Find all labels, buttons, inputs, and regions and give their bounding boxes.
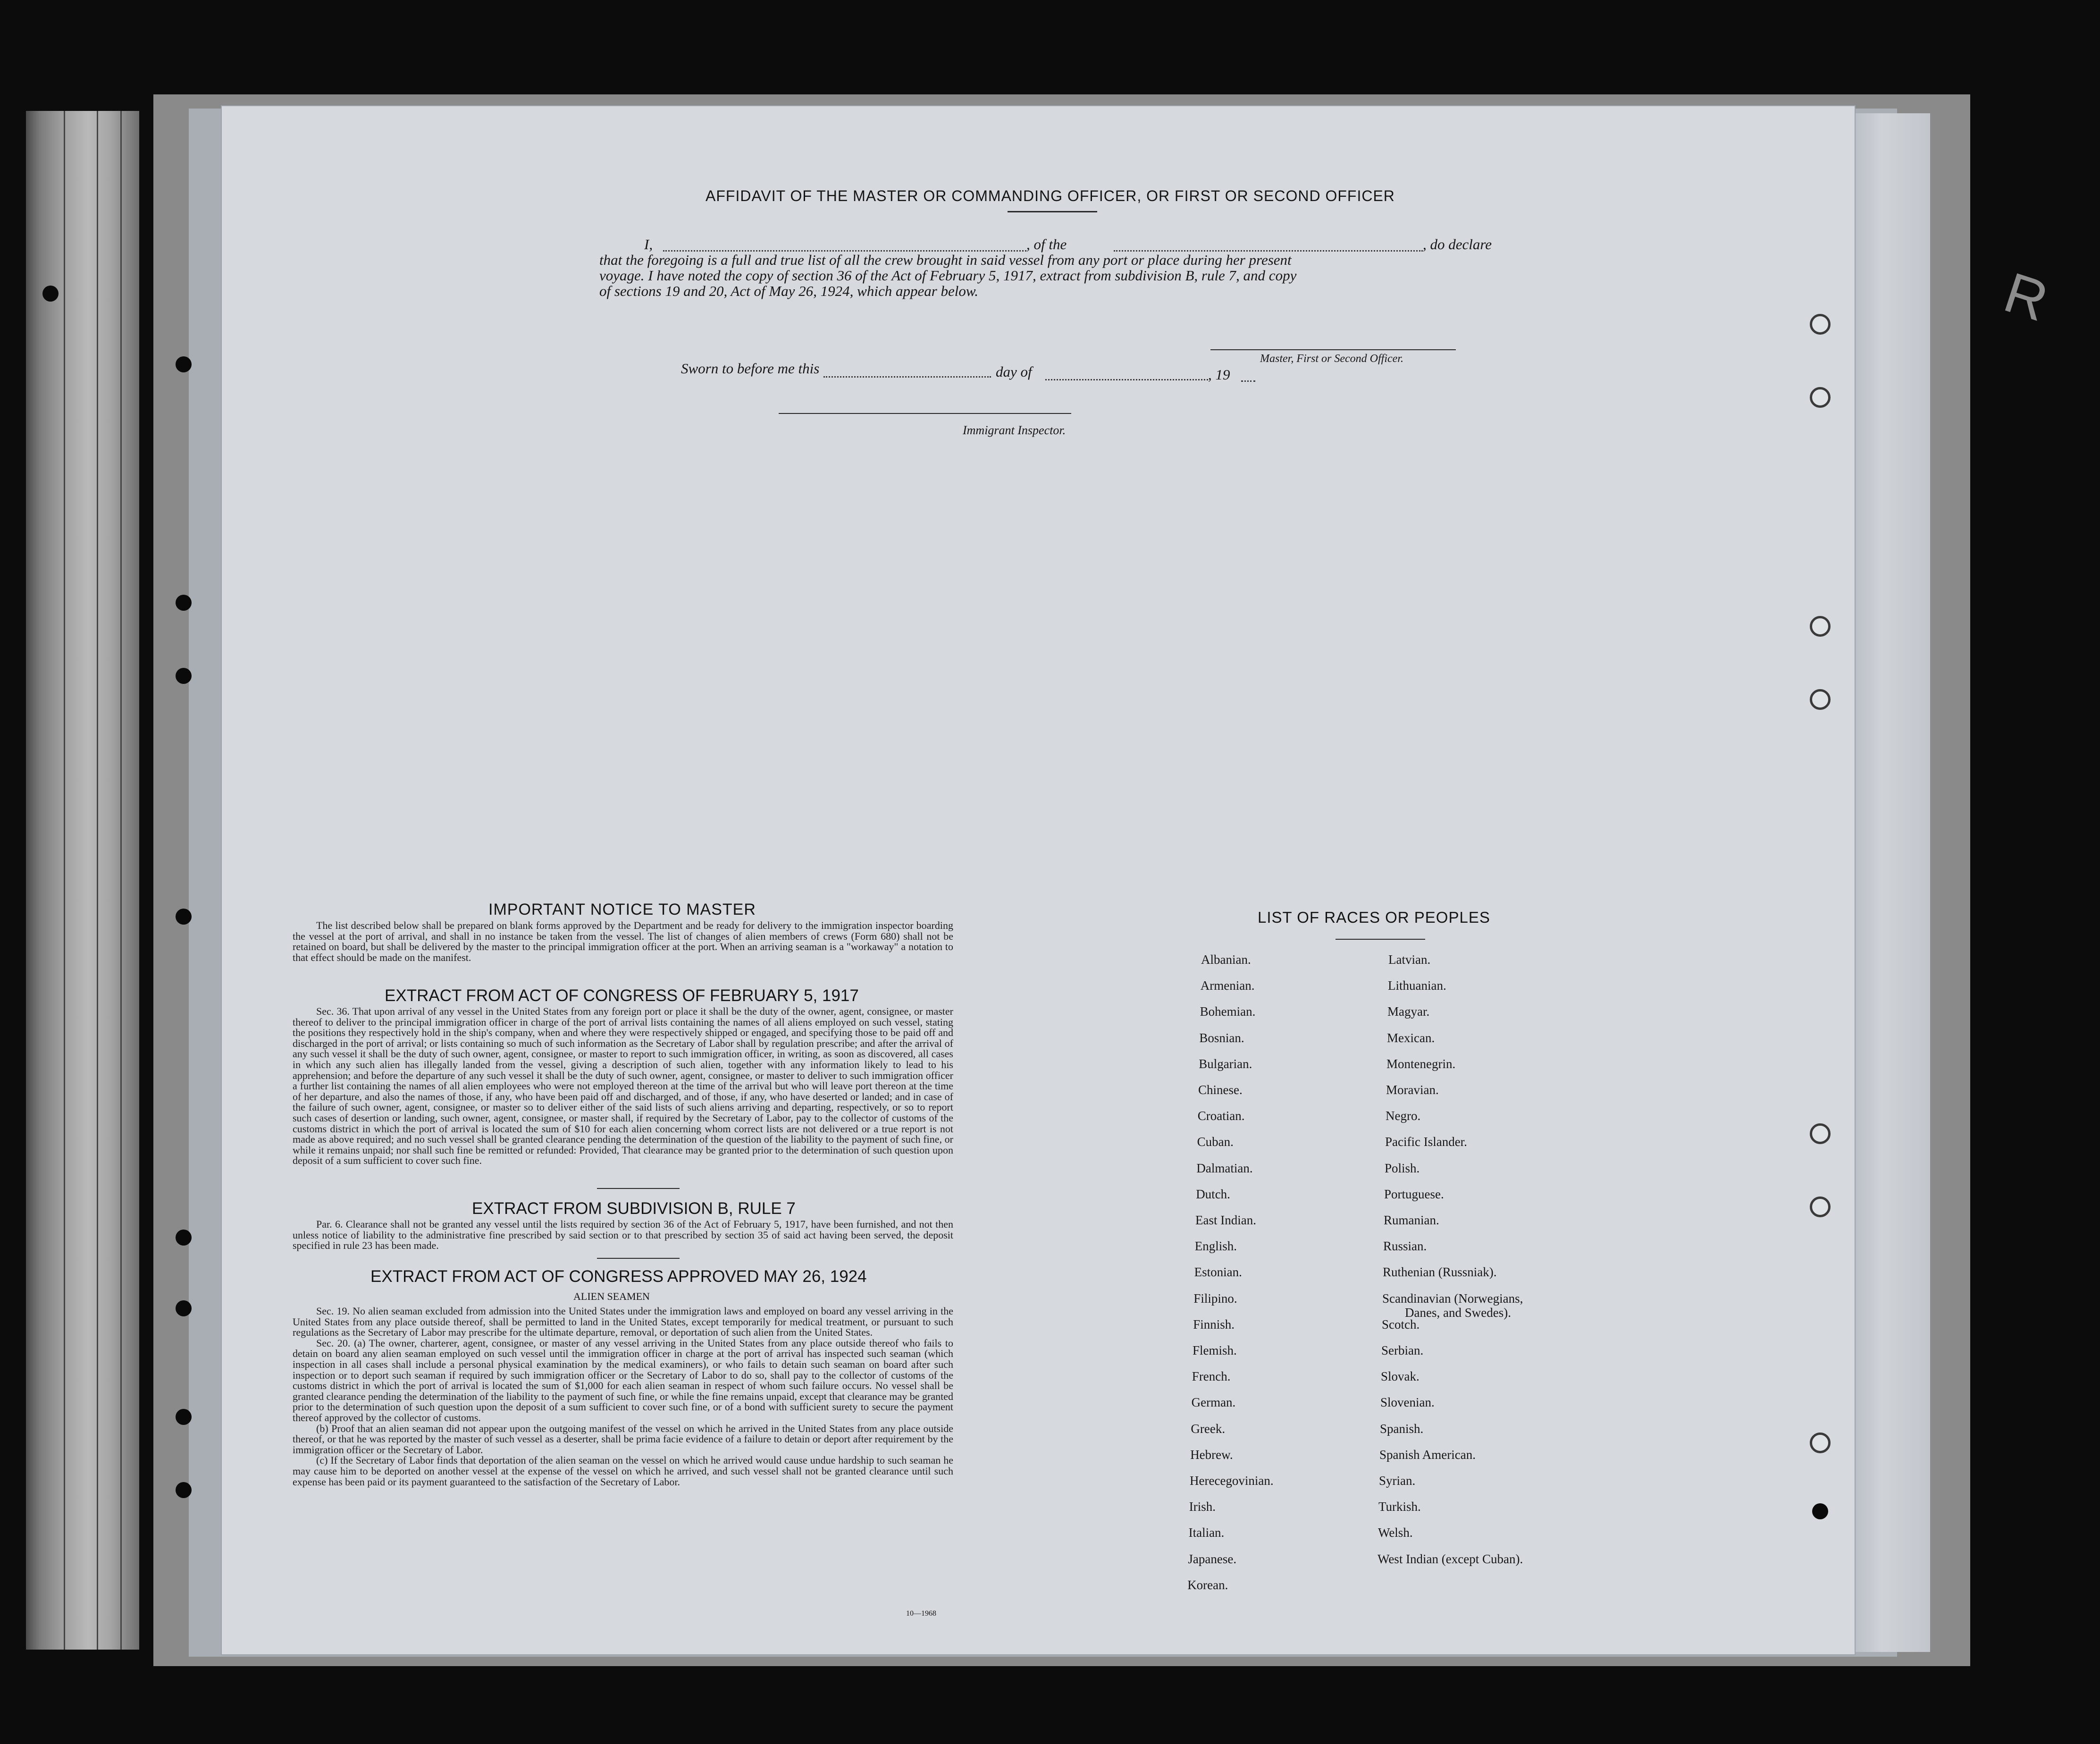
- punch-hole: [176, 1230, 192, 1246]
- race-item: West Indian (except Cuban).: [1378, 1551, 1523, 1566]
- race-item: East Indian.: [1195, 1213, 1256, 1227]
- notice-title: IMPORTANT NOTICE TO MASTER: [488, 901, 756, 918]
- ring-hole: [1810, 1123, 1831, 1144]
- sec19-paragraph: Sec. 19. No alien seaman excluded from admission into the United States under the immigration laws and employed on board any vessel arriving in the United States from any place outside thereof, shall be permitted to land in the United States, except temporarily for medical treatment, or pursuant to such regulations as the Secretary of Labor may prescribe for the ultimate departure, removal, or deportation of such alien from the United States.: [293, 1305, 953, 1339]
- race-item: Herecegovinian.: [1190, 1474, 1274, 1488]
- race-item: Bohemian.: [1200, 1004, 1256, 1019]
- rule7-paragraph: Par. 6. Clearance shall not be granted any vessel until the lists required by section 36 of the Act of February 5, 1917, have been furnished, and not then unless notice of liability to the administrative fine prescribed by said section or to that prescribed by section 35 of said act having been served, the deposit specified in rule 23 has been made.: [293, 1218, 953, 1252]
- ring-hole: [1810, 1432, 1831, 1453]
- officer-signature-line: [1210, 349, 1456, 350]
- notice-text: [293, 920, 953, 963]
- form-page: [222, 106, 1855, 1654]
- race-item: Finnish.: [1193, 1317, 1235, 1331]
- officer-caption: Master, First or Second Officer.: [1260, 353, 1403, 365]
- race-item: Negro.: [1386, 1109, 1421, 1123]
- race-item: Armenian.: [1200, 978, 1255, 993]
- affidavit-i: I,: [644, 236, 653, 253]
- ring-hole: [1810, 1196, 1831, 1217]
- race-item: Mexican.: [1387, 1030, 1435, 1045]
- race-item: Slovenian.: [1380, 1395, 1435, 1410]
- race-item: Chinese.: [1198, 1083, 1243, 1097]
- act-1924-text: [293, 1306, 953, 1487]
- affidavit-line2: that the foregoing is a full and true list of all the crew brought in said vessel from any port or place during her present: [599, 252, 1292, 268]
- race-item: Magyar.: [1387, 1004, 1430, 1019]
- race-item: Welsh.: [1378, 1525, 1413, 1540]
- race-item: Bulgarian.: [1199, 1056, 1252, 1071]
- race-item: Syrian.: [1379, 1474, 1416, 1488]
- punch-hole: [176, 909, 192, 925]
- race-item: Ruthenian (Russniak).: [1383, 1265, 1497, 1280]
- race-item: Irish.: [1189, 1500, 1216, 1514]
- races-title: LIST OF RACES OR PEOPLES: [1258, 909, 1490, 926]
- race-item: Japanese.: [1188, 1551, 1237, 1566]
- race-item: Cuban.: [1197, 1135, 1234, 1149]
- race-item: Albanian.: [1201, 952, 1251, 967]
- ring-hole: [1810, 387, 1831, 408]
- section-divider: [597, 1188, 680, 1189]
- form-number: 10—1968: [906, 1609, 936, 1618]
- punch-hole: [176, 1482, 192, 1498]
- race-item: Polish.: [1385, 1161, 1420, 1175]
- race-item: Dutch.: [1196, 1187, 1230, 1201]
- ring-hole: [1810, 616, 1831, 637]
- sworn-day-blank: [823, 376, 991, 378]
- ring-hole: [1810, 689, 1831, 710]
- race-item: Croatian.: [1197, 1109, 1245, 1123]
- race-item: Bosnian.: [1199, 1030, 1244, 1045]
- day-of-text: day of: [996, 363, 1032, 380]
- race-item: Filipino.: [1193, 1291, 1237, 1306]
- race-item: Hebrew.: [1190, 1447, 1233, 1462]
- race-item: Turkish.: [1378, 1500, 1421, 1514]
- race-item: Greek.: [1191, 1421, 1226, 1436]
- sec20a-paragraph: Sec. 20. (a) The owner, charterer, agent, consignee, or master of any vessel arriving in the United States from any place outside thereof who fails to detain on board any alien seaman employed on such vessel until the immigration officer in charge at the port of arrival has inspected such seaman (which inspection in all cases shall include a personal physical examination by the medical examiners), or who fails to detain such seaman on board after such inspection or to deport such seaman if required by such immigration officer or the Secretary of Labor to do so, shall pay to the collector of customs of the customs district in which the port of arrival is located the sum of $1,000 for each alien seaman in respect of whom such failure occurs. No vessel shall be granted clearance pending the determination of the liability to the payment of such fine, or while the fine remains unpaid, except that clearance may be granted prior to the determination of such question upon the deposit of a sum sufficient to cover such fine, or of a bond with sufficient surety to secure the payment thereof approved by the collector of customs.: [293, 1337, 953, 1424]
- act-1924-title: EXTRACT FROM ACT OF CONGRESS APPROVED MAY 26, 1924: [370, 1267, 867, 1286]
- race-item: Estonian.: [1194, 1265, 1242, 1280]
- race-item: Korean.: [1187, 1577, 1228, 1592]
- act-1917-text: [293, 1006, 953, 1166]
- punch-hole: [42, 286, 59, 302]
- sworn-month-blank: [1045, 379, 1208, 380]
- punch-hole: [176, 356, 192, 372]
- underlying-page-edge: [1850, 113, 1930, 1652]
- rule7-text: [293, 1219, 953, 1251]
- sworn-year-blank: [1241, 380, 1255, 382]
- affidavit-title: AFFIDAVIT OF THE MASTER OR COMMANDING OFFICER, OR FIRST OR SECOND OFFICER: [706, 187, 1395, 204]
- affidavit-line4: of sections 19 and 20, Act of May 26, 1924, which appear below.: [599, 283, 979, 299]
- race-item: Danes, and Swedes).: [1405, 1305, 1511, 1320]
- sworn-year: , 19: [1208, 366, 1230, 383]
- race-item: Rumanian.: [1384, 1213, 1439, 1227]
- race-item: English.: [1194, 1239, 1237, 1254]
- race-item: German.: [1191, 1395, 1236, 1410]
- bleed-through-letter: R: [1997, 260, 2056, 334]
- race-item: Slovak.: [1381, 1369, 1420, 1384]
- race-item: Scandinavian (Norwegians,: [1382, 1291, 1523, 1306]
- section-divider: [597, 1258, 680, 1259]
- races-underline: [1336, 939, 1425, 940]
- race-item: Montenegrin.: [1386, 1056, 1456, 1071]
- race-item: Pacific Islander.: [1385, 1135, 1467, 1149]
- punch-hole: [176, 668, 192, 684]
- inspector-caption: Immigrant Inspector.: [963, 423, 1066, 437]
- race-item: Moravian.: [1386, 1083, 1439, 1097]
- punch-hole: [176, 1409, 192, 1425]
- race-item: Russian.: [1383, 1239, 1427, 1254]
- race-item: Dalmatian.: [1196, 1161, 1253, 1175]
- ring-hole: [1810, 314, 1831, 335]
- race-item: Spanish American.: [1379, 1447, 1476, 1462]
- affidavit-declare: , do declare: [1423, 236, 1492, 253]
- race-item: Flemish.: [1193, 1343, 1237, 1357]
- binder-strip: [26, 111, 139, 1650]
- act-1917-title: EXTRACT FROM ACT OF CONGRESS OF FEBRUARY 5, 1917: [385, 986, 859, 1005]
- race-item: Portuguese.: [1384, 1187, 1444, 1201]
- inspector-signature-line: [779, 413, 1071, 414]
- race-item: Serbian.: [1381, 1343, 1424, 1357]
- rule7-title: EXTRACT FROM SUBDIVISION B, RULE 7: [472, 1199, 796, 1218]
- race-item: Scotch.: [1382, 1317, 1420, 1331]
- race-item: French.: [1192, 1369, 1231, 1384]
- title-underline: [1008, 211, 1097, 212]
- affidavit-of-the: , of the: [1026, 236, 1067, 253]
- race-item: Latvian.: [1388, 952, 1431, 967]
- punch-hole: [176, 1300, 192, 1316]
- sec20c-paragraph: (c) If the Secretary of Labor finds that deportation of the alien seaman on the vessel on which he arrived would cause undue hardship to such seaman he may cause him to be deported on another vessel at the expense of the vessel on which he arrived, and such vessel shall not be granted clearance until such expense has been paid or its payment guaranteed to the satisfaction of the Secretary of Labor.: [293, 1454, 953, 1488]
- act-1917-paragraph: Sec. 36. That upon arrival of any vessel in the United States from any foreign port or place it shall be the duty of the owner, agent, consignee, or master thereof to deliver to the principal immigration officer in charge of the port of arrival lists containing the names of all aliens employed on such vessel, stating the positions they respectively hold in the ship's company, when and where they were respectively shipped or engaged, and specifying those to be paid off and discharged in the port of arrival; or lists containing so much of such information as the Secretary of Labor shall by regulation prescribe; and after the arrival of any such vessel it shall be the duty of such owner, agent, consignee, or master to report to such immigration officer, in writing, as soon as discovered, all cases in which any such alien has illegally landed from the vessel, giving a description of such alien, together with any information likely to lead to his apprehension; and before the departure of any such vessel it shall be the duty of such owner, agent, consignee, or master to deliver to such immigration officer a further list containing the names of all alien employees who were not employed thereon at the time of the arrival but who will leave port thereon at the time of her departure, and also the names of those, if any, who have been paid off and discharged, and of those, if any, who have deserted or landed; and in case of the failure of such owner, agent, consignee, or master so to deliver either of the said lists of such aliens arriving and departing, respectively, or so to report such cases of desertion or landing, such owner, agent, consignee, or master shall, if required by the Secretary of Labor, pay to the collector of customs of the customs district in which the port of arrival is located the sum of $10 for each alien concerning whom correct lists are not delivered or a true report is not made as above required; and no such vessel shall be granted clearance pending the determination of the question of the liability to the payment of such fine, or while it remains unpaid; nor shall such fine be remitted or refunded: Provided, That clearance may be granted prior to the determination of such question upon deposit of a sum sufficient to cover such fine.: [293, 1005, 953, 1167]
- race-item: Lithuanian.: [1388, 978, 1446, 993]
- sec20b-paragraph: (b) Proof that an alien seaman did not appear upon the outgoing manifest of the vessel on which he arrived in the United States from any place outside thereof, or that he was reported by the master of such vessel as a deserter, shall be prima facie evidence of a failure to detain or deport after requirement by the immigration officer or the Secretary of Labor.: [293, 1422, 953, 1456]
- race-item: Spanish.: [1380, 1421, 1424, 1436]
- punch-hole: [176, 595, 192, 611]
- punch-hole: [1812, 1503, 1828, 1519]
- notice-paragraph: The list described below shall be prepared on blank forms approved by the Department and be ready for delivery to the immigration inspector boarding the vessel at the port of arrival, and shall in no instance be taken from the vessel. The list of changes of alien members of crews (Form 680) shall not be retained on board, but shall be delivered by the master to the principal immigration officer at the port. When an arriving seaman is a "workaway" a notation to that effect should be made on the manifest.: [293, 919, 953, 963]
- sworn-text: Sworn to before me this: [681, 360, 820, 377]
- race-item: Italian.: [1188, 1525, 1225, 1540]
- alien-seamen-subtitle: ALIEN SEAMEN: [573, 1290, 650, 1302]
- affidavit-line3: voyage. I have noted the copy of section 36 of the Act of February 5, 1917, extract from subdivision B, rule 7, and copy: [599, 267, 1297, 284]
